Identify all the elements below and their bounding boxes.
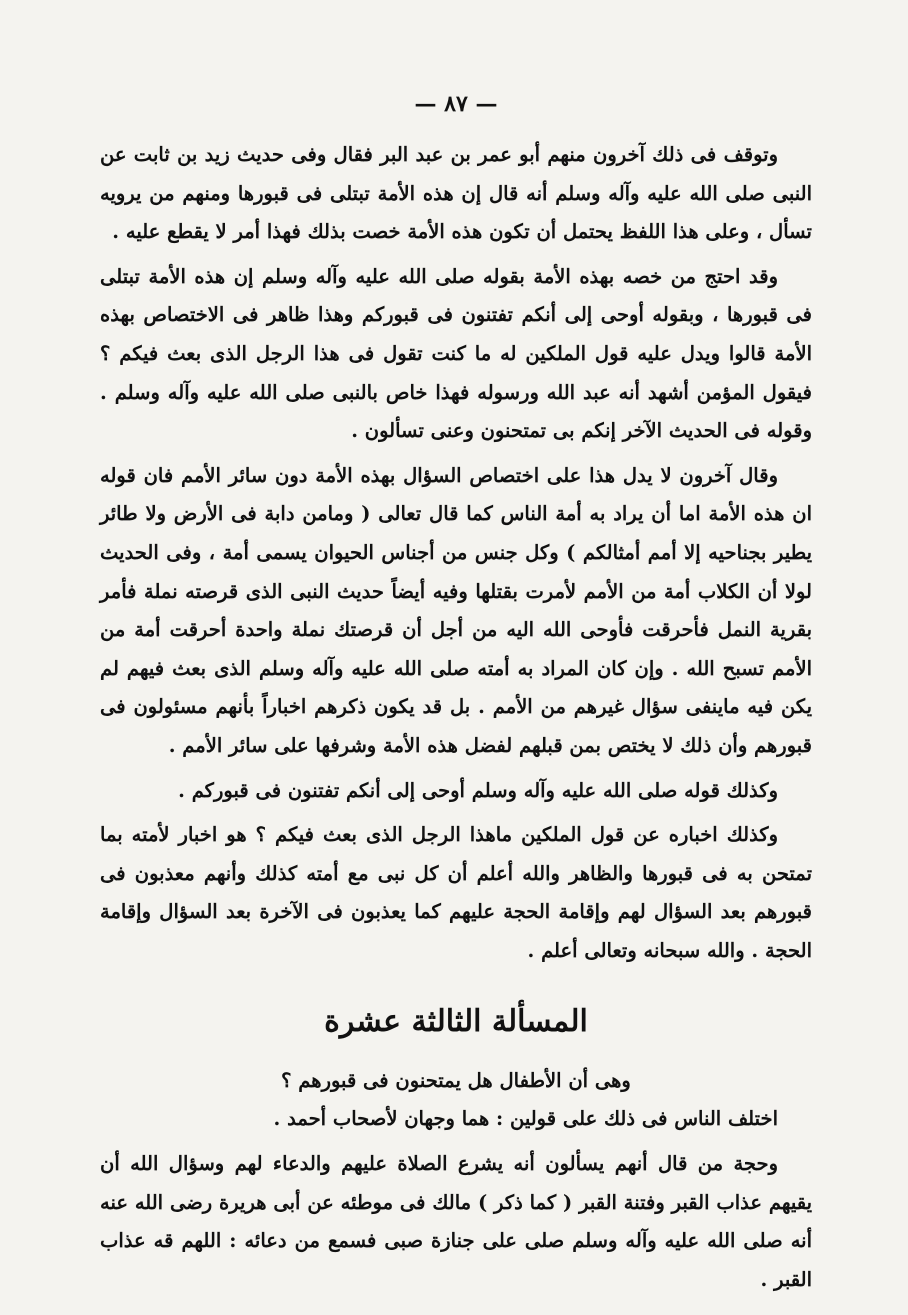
page-number: — ٨٧ — — [414, 91, 498, 117]
answer-line: اختلف الناس فى ذلك على قولين : هما وجهان لأصحاب أحمد . — [273, 1107, 778, 1131]
section-question: وهى أن الأطفال هل يمتحنون فى قبورهم ؟ — [281, 1069, 631, 1093]
paragraph-5: وكذلك اخباره عن قول الملكين ماهذا الرجل الذى بعث فيكم ؟ هو اخبار لأمته بما تمتحن به فى قبورها والظاهر والله أعلم أن كل نبى مع أمته كذلك وأنهم معذبون فى قبورهم بعد السؤال لهم وإقامة الحجة عليهم كما يعذبون فى الآخرة بعد السؤال وإقامة الحجة . والله سبحانه وتعالى أعلم . — [100, 823, 812, 962]
paragraph-3: وقال آخرون لا يدل هذا على اختصاص السؤال بهذه الأمة دون سائر الأمم فان قوله ان هذه الأمة اما أن يراد به أمة الناس كما قال تعالى ( ومامن دابة فى الأرض ولا طائر يطير بجناحيه إلا أمم أمثالكم ) وكل جنس من أجناس الحيوان يسمى أمة ، وفى الحديث لولا أن الكلاب أمة من الأمم لأمرت بقتلها وفيه أيضاً حديث النبى الذى قرصته نملة فأمر بقرية النمل فأحرقت فأوحى الله اليه من أجل أن قرصتك نملة واحدة أحرقت أمة من الأمم تسبح الله . وإن كان المراد به أمته صلى الله عليه وآله وسلم الذى بعث فيهم لم يكن فيه ماينفى سؤال غيرهم من الأمم . بل قد يكون ذكرهم اخباراً بأنهم مسئولون فى قبورهم وأن ذلك لا يختص بمن قبلهم لفضل هذه الأمة وشرفها على سائر الأمم . — [100, 463, 812, 757]
body-text — [100, 136, 812, 970]
section-heading: المسألة الثالثة عشرة — [324, 1004, 588, 1040]
paragraph-4: وكذلك قوله صلى الله عليه وآله وسلم أوحى إلى أنكم تفتنون فى قبوركم . — [178, 778, 778, 802]
final-paragraph: وحجة من قال أنهم يسألون أنه يشرع الصلاة عليهم والدعاء لهم وسؤال الله أن يقيهم عذاب القبر وفتنة القبر ( كما ذكر ) مالك فى موطئه عن أبى هريرة رضى الله عنه أنه صلى الله عليه وآله وسلم صلى على جنازة صبى فسمع من دعائه : اللهم قه عذاب القبر . — [100, 1152, 812, 1291]
paragraph-2: وقد احتج من خصه بهذه الأمة بقوله صلى الله عليه وآله وسلم إن هذه الأمة تبتلى فى قبورها ، وبقوله أوحى إلى أنكم تفتنون فى قبوركم وهذا ظاهر فى الاختصاص بهذه الأمة قالوا ويدل عليه قول الملكين له ما كنت تقول فى هذا الرجل الذى بعث فيكم ؟ فيقول المؤمن أشهد أنه عبد الله ورسوله فهذا خاص بالنبى صلى الله عليه وآله وسلم . وقوله فى الحديث الآخر إنكم بى تمتحنون وعنى تسألون . — [100, 264, 812, 443]
section-body — [100, 1100, 812, 1299]
paragraph-1: وتوقف فى ذلك آخرون منهم أبو عمر بن عبد البر فقال وفى حديث زيد بن ثابت عن النبى صلى الله عليه وآله وسلم أنه قال إن هذه الأمة تبتلى فى قبورها ومنهم من يرويه تسأل ، وعلى هذا اللفظ يحتمل أن تكون هذه الأمة خصت بذلك فهذا أمر لا يقطع عليه . — [100, 143, 812, 244]
